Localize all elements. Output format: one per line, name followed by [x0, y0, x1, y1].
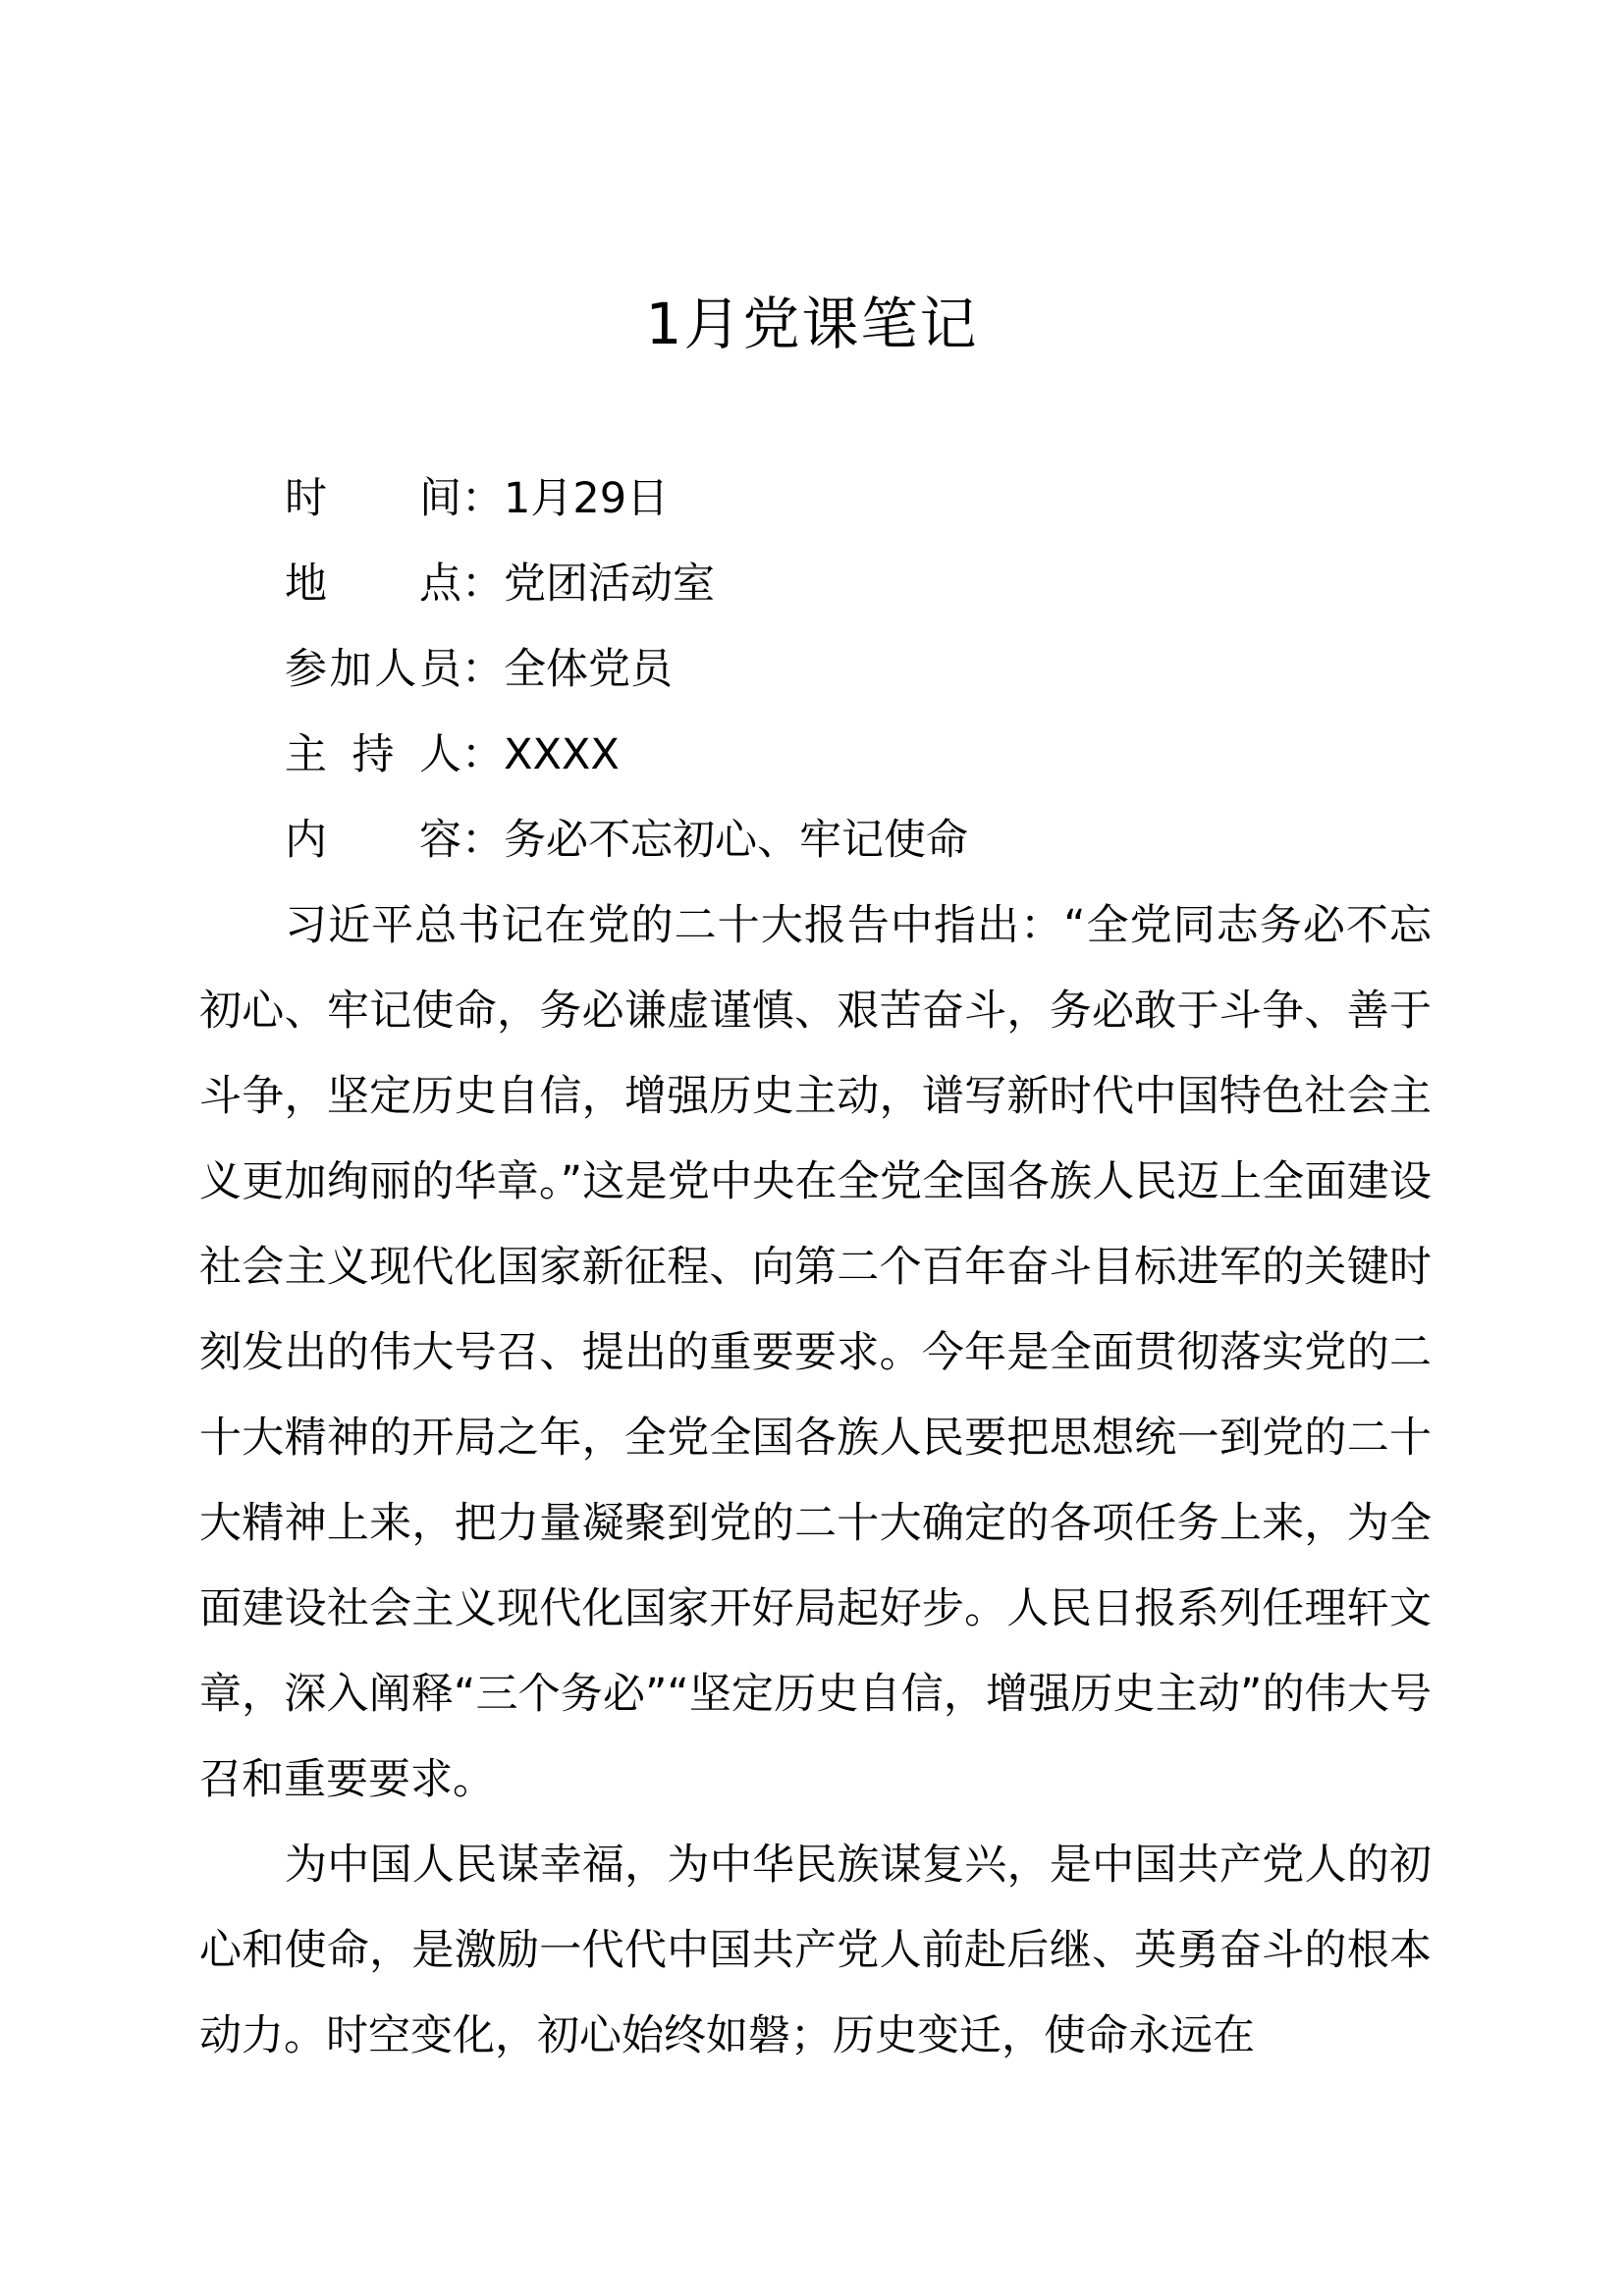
info-label-content: 内 容 [285, 816, 461, 865]
meeting-info [285, 456, 1424, 883]
info-row-content [285, 798, 1424, 883]
info-value-attendees: 全体党员 [504, 645, 673, 694]
info-label-attendees: 参加人员 [285, 645, 461, 694]
info-separator: ： [461, 816, 504, 865]
info-row-location [285, 542, 1424, 627]
info-row-attendees [285, 627, 1424, 713]
info-value-host: XXXX [504, 730, 620, 779]
info-separator: ： [461, 560, 504, 609]
document-body [199, 883, 1432, 2079]
info-label-location: 地 点 [285, 560, 461, 609]
info-value-time: 1月29日 [504, 474, 670, 523]
paragraph-2: 为中国人民谋幸福，为中华民族谋复兴，是中国共产党人的初心和使命，是激励一代代中国共产党人前赴后继、英勇奋斗的根本动力。时空变化，初心始终如磐；历史变迁，使命永远在 [199, 1841, 1432, 2060]
info-separator: ： [461, 645, 504, 694]
info-separator: ： [461, 474, 504, 523]
info-label-time: 时 间 [285, 474, 461, 523]
info-label-host: 主持人 [285, 730, 461, 779]
info-value-location: 党团活动室 [504, 560, 715, 609]
paragraph-1: 习近平总书记在党的二十大报告中指出：“全党同志务必不忘初心、牢记使命，务必谦虚谨慎、艰苦奋斗，务必敢于斗争、善于斗争，坚定历史自信，增强历史主动，谱写新时代中国特色社会主义更加绚丽的华章。”这是党中央在全党全国各族人民迈上全面建设社会主义现代化国家新征程、向第二个百年奋斗目标进军的关键时刻发出的伟大号召、提出的重要要求。今年是全面贯彻落实党的二十大精神的开局之年，全党全国各族人民要把思想统一到党的二十大精神上来，把力量凝聚到党的二十大确定的各项任务上来，为全面建设社会主义现代化国家开好局起好步。人民日报系列任理轩文章，深入阐释“三个务必”“坚定历史自信，增强历史主动”的伟大号召和重要要求。 [199, 901, 1432, 1804]
info-row-host [285, 713, 1424, 798]
page-title: 1月党课笔记 [645, 291, 979, 357]
info-separator: ： [461, 730, 504, 779]
info-value-content: 务必不忘初心、牢记使命 [504, 816, 968, 865]
info-row-time [285, 456, 1424, 542]
